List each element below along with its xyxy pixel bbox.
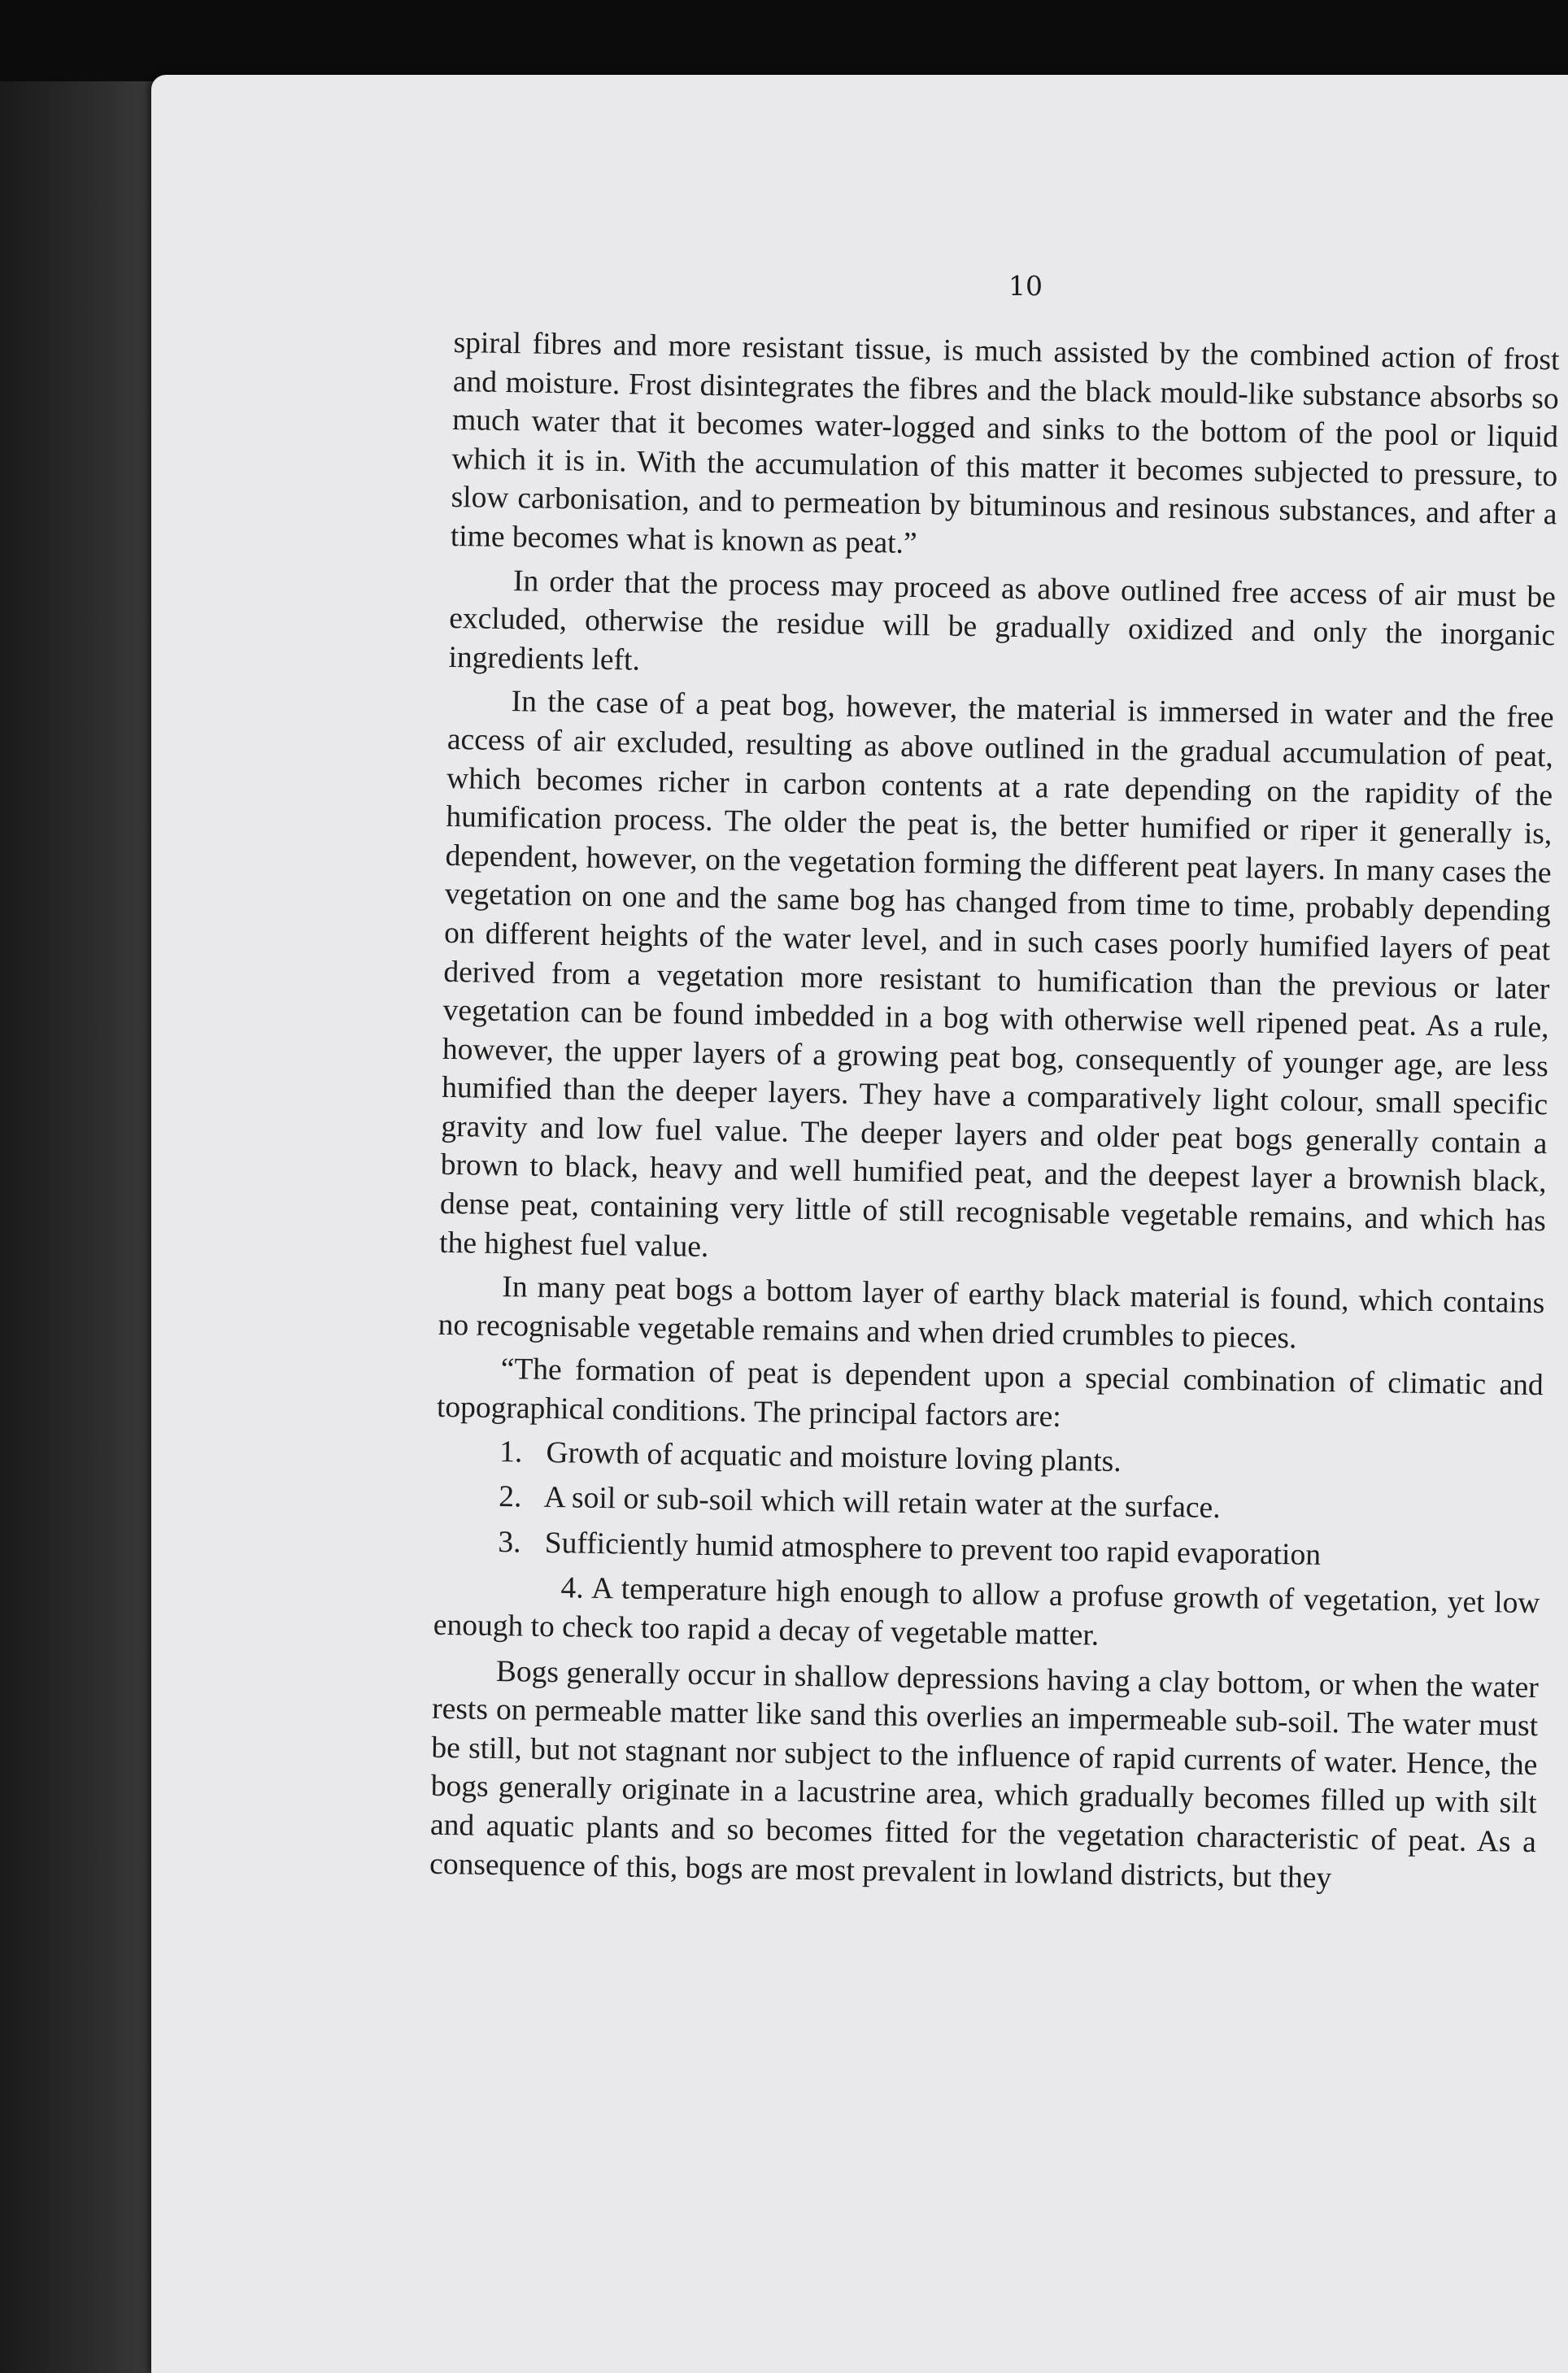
- factor-number: 2.: [499, 1480, 522, 1514]
- paragraph-bogs-occur: Bogs generally occur in shallow depressions having a clay bottom, or when the water rests on permeable matter like sand this overlies an impermeable sub-soil. The water must be still, but not stagnant nor subject to the influence of rapid currents of water. Hence, the bogs generally originate in a lacustrine area, which gradually becomes filled up with silt and aquatic plants and so becomes fitted for the vegetation characteristic of peat. As a consequence of this, bogs are most prevalent in lowland districts, but they: [429, 1654, 1540, 1895]
- factor-item: [433, 1567, 1540, 1662]
- page-number: 10: [1008, 270, 1043, 302]
- factor-text: Growth of acquatic and moisture loving plants.: [546, 1435, 1122, 1478]
- paragraph-continued: spiral fibres and more resistant tissue, is much assisted by the combined action of frost and moisture. Frost disintegrates the fibres and the black mould-like substance absorbs so much water that it becomes water-logged and sinks to the bottom of the pool or liquid which it is in. With the accumulation of this matter it becomes subjected to pressure, to slow carbonisation, and to permeation by bituminous and resinous substances, and after a time becomes what is known as peat.”: [450, 325, 1560, 560]
- paragraph-air-excluded: In order that the process may proceed as above outlined free access of air must be excluded, otherwise the residue will be gradually oxidized and only the inorganic ingredients left.: [448, 564, 1557, 677]
- paragraph-bottom-layer: In many peat bogs a bottom layer of earthy black material is found, which contains no recognisable vegetable remains and when dried crumbles to pieces.: [438, 1270, 1545, 1356]
- paragraph-formation: “The formation of peat is dependent upon a special combination of climatic and topographical conditions. The principal factors are:: [436, 1352, 1544, 1434]
- body-text: [429, 324, 1560, 1905]
- paragraph-peat-bog: In the case of a peat bog, however, the material is immersed in water and the free access of air excluded, resulting as above outlined in the gradual accumulation of peat, which becomes richer in carbon contents at a rate depending on the rapidity of the humification process. The older the peat is, the better humified or riper it generally is, dependent, however, on the vegetation forming the different peat layers. In many cases the vegetation on one and the same bog has changed from time to time, probably depending on different heights of the water level, and in such cases poorly humified layers of peat derived from a vegetation more resistant to humification than the previous or later vegetation can be found imbedded in a bog with otherwise well ripened peat. As a rule, however, the upper layers of a growing peat bog, consequently of younger age, are less humified than the deeper layers. They have a comparatively light colour, small specific gravity and low fuel value. The deeper layers and older peat bogs generally contain a brown to black, heavy and well humified peat, and the deepest layer a brownish black, dense peat, containing very little of still recognisable vegetable remains, and which has the highest fuel value.: [438, 685, 1554, 1264]
- factor-number: 4.: [560, 1571, 585, 1606]
- factor-number: 3.: [498, 1525, 521, 1560]
- factor-text: A soil or sub-soil which will retain water at the surface.: [543, 1481, 1221, 1526]
- scan-top-margin: [0, 0, 1568, 81]
- factor-text: Sufficiently humid atmosphere to prevent too rapid evaporation: [544, 1526, 1322, 1572]
- factor-text: A temperature high enough to allow a profuse growth of vegetation, yet low enough to check too rapid a decay of vegetable matter.: [433, 1572, 1540, 1652]
- factor-number: 1.: [499, 1435, 523, 1470]
- scan-left-margin: [0, 81, 155, 2373]
